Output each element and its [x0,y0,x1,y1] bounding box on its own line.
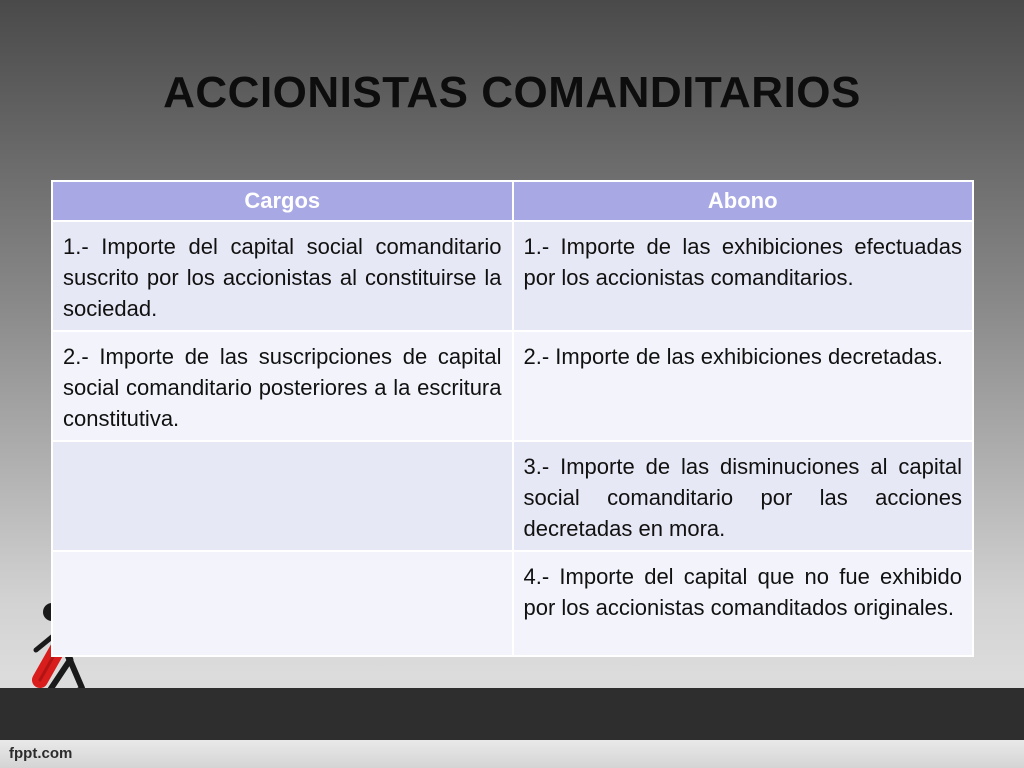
cargo-cell [52,441,513,551]
abono-cell: 3.- Importe de las disminuciones al capital social comanditario por las acciones decretadas en mora. [513,441,974,551]
cargo-cell [52,551,513,656]
header-cargos: Cargos [52,181,513,221]
abono-cell: 4.- Importe del capital que no fue exhibido por los accionistas comanditados originales. [513,551,974,656]
abono-cell: 1.- Importe de las exhibiciones efectuadas por los accionistas comanditarios. [513,221,974,331]
table-row [52,551,973,656]
footer-strip [0,740,1024,768]
accounts-table [51,180,974,632]
cargo-cell: 2.- Importe de las suscripciones de capital social comanditario posteriores a la escritura constitutiva. [52,331,513,441]
table-row [52,331,973,441]
abono-cell: 2.- Importe de las exhibiciones decretadas. [513,331,974,441]
table-row [52,221,973,331]
slide-title: ACCIONISTAS COMANDITARIOS [163,68,861,117]
table-header-row [52,181,973,221]
table-row [52,441,973,551]
footer-brand: fppt.com [9,745,73,762]
cargo-cell: 1.- Importe del capital social comanditario suscrito por los accionistas al constituirse la sociedad. [52,221,513,331]
header-abono: Abono [513,181,974,221]
bottom-band [0,688,1024,740]
